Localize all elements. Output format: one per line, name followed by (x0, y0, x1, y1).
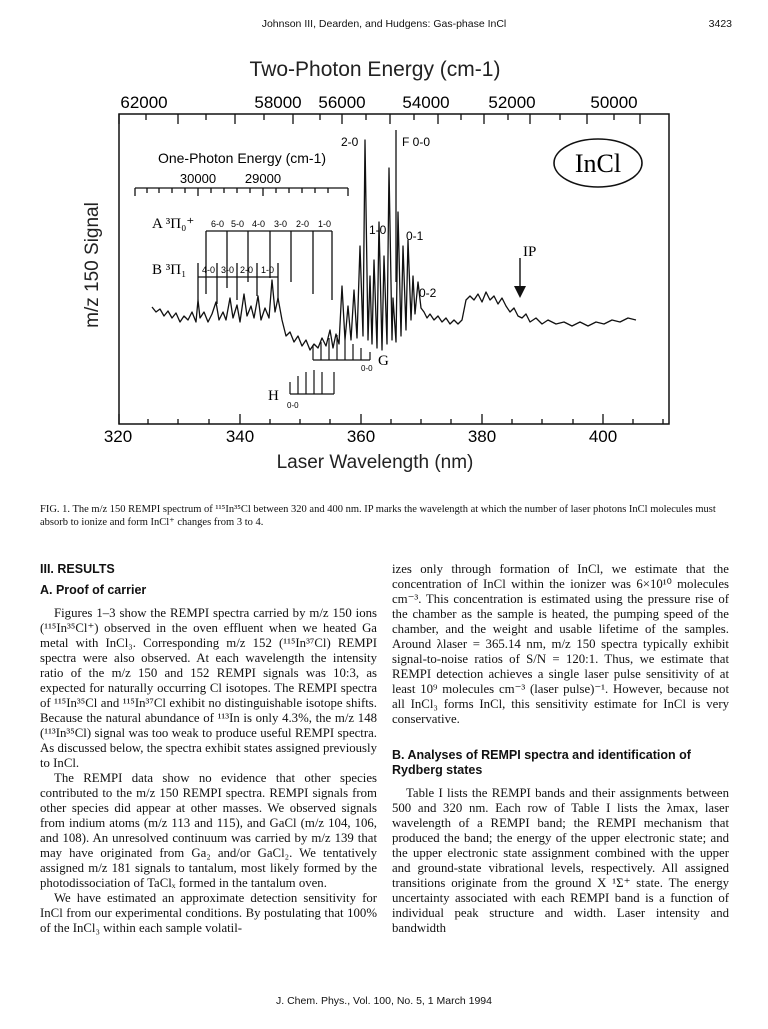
top-axis-title: Two-Photon Energy (cm-1) (249, 58, 501, 81)
y-axis-label: m/z 150 Signal (82, 202, 103, 328)
top-tick-label: 56000 (318, 93, 366, 112)
right-column (392, 562, 729, 936)
subsection-title-b: B. Analyses of REMPI spectra and identification of Rydberg states (392, 748, 691, 777)
b-band-label: 2-0 (240, 265, 254, 275)
a-state-label: A ³Π₀⁺ (152, 216, 195, 232)
g-label: G (378, 353, 389, 369)
inset-axis (135, 188, 348, 196)
ip-label: IP (523, 244, 537, 260)
b-band-label: 4-0 (202, 265, 216, 275)
running-title: Johnson III, Dearden, and Hudgens: Gas-phase InCl (261, 18, 507, 30)
species-label: InCl (574, 149, 622, 178)
b-band-label: 3-0 (221, 265, 235, 275)
top-tick-label: 52000 (488, 93, 536, 112)
a-band-labels (211, 219, 331, 229)
top-tick-label: 54000 (402, 93, 450, 112)
peak-label: 0-1 (406, 229, 424, 243)
top-tick-label: 50000 (590, 93, 638, 112)
ip-arrow-head (514, 286, 526, 298)
bottom-tick-label: 360 (346, 427, 376, 446)
paragraph: Figures 1–3 show the REMPI spectra carried by m/z 150 ions (¹¹⁵In³⁵Cl⁺) observed in the oven effluent when we heated Ga metal with InCl₃. Corresponding m/z 152 (¹¹⁵In³⁷Cl) REMPI spectra were also observed. At each wavelength the intensity ratio of the m/z 150 and 152 REMPI signals was 10:3, as expected for naturally occurring Cl isotopes. The REMPI spectra of ¹¹⁵In³⁵Cl and ¹¹⁵In³⁷Cl exhibit no distinguishable isotope shifts. Because the natural abundance of ¹¹³In is only 4.3%, the m/z 148 (¹¹³In³⁵Cl) signal was too weak to produce useful REMPI spectra. As discussed below, the spectra exhibit states assigned previously to InCl. (40, 606, 377, 770)
paragraph: The REMPI data show no evidence that other species contributed to the m/z 150 REMPI spectra. REMPI signals from other species did appear at other masses. We observed signals from indium atoms (m/z 113 and 115), and GaCl (m/z 104, 106, and 108). An unresolved continuum was carried by m/z 139 that may have originated from Ga₂ and/or GaCl₂. We tentatively assigned m/z 181 signals to tantalum, most likely formed by the photodissociation of TaClₓ formed in the tantalum oven. (40, 771, 377, 890)
subsection-title-a: A. Proof of carrier (40, 583, 147, 597)
rempi-spectrum-plot (80, 50, 680, 478)
left-column (40, 562, 377, 936)
h-origin-label: 0-0 (287, 401, 299, 410)
figure-caption: FIG. 1. The m/z 150 REMPI spectrum of ¹¹⁵In³⁵Cl between 320 and 400 nm. IP marks the wavelength at which the number of laser photons InCl molecules must absorb to ionize and form InCl⁺ changes from 3 to 4. (40, 504, 716, 528)
paragraph: We have estimated an approximate detection sensitivity for InCl from our experimental conditions. By postulating that 100% of the InCl₃ within each sample volatil- (40, 891, 377, 935)
b-band-label: 1-0 (261, 265, 275, 275)
peak-label: 2-0 (341, 135, 359, 149)
peak-label: 0-2 (419, 286, 437, 300)
running-header (0, 18, 768, 34)
b-state-label: B ³Π₁ (152, 262, 187, 278)
h-progression (290, 370, 334, 394)
bottom-tick-label: 340 (225, 427, 255, 446)
x-axis-title: Laser Wavelength (nm) (276, 452, 474, 473)
inset-tick-label: 29000 (244, 171, 282, 186)
bottom-axis-ticks (119, 414, 663, 424)
figure-1 (80, 50, 680, 478)
top-tick-label: 62000 (120, 93, 168, 112)
top-tick-label: 58000 (254, 93, 302, 112)
a-band-label: 6-0 (211, 219, 225, 229)
b-band-labels (202, 265, 274, 275)
bottom-tick-label: 400 (588, 427, 618, 446)
spectrum-trace (152, 140, 636, 350)
journal-footer: J. Chem. Phys., Vol. 100, No. 5, 1 March 1994 (276, 995, 492, 1007)
paragraph: Table I lists the REMPI bands and their assignments between 500 and 320 nm. Each row of Table I lists the λmax, laser wavelength of a REMPI band; the REMPI mechanism that produced the band; the energy of the upper electronic state; and the upper electronic state assignment combined with the upper and ground-state vibrational levels, respectively. All assigned transitions originate from the ground X ¹Σ⁺ state. The energy uncertainty associated with each REMPI band is a function of individual peak structure and width. Laser intensity and bandwidth (392, 786, 729, 935)
g-origin-label: 0-0 (361, 364, 373, 373)
inset-tick-label: 30000 (179, 171, 217, 186)
inset-axis-title: One-Photon Energy (cm-1) (157, 150, 327, 166)
peak-label: 1-0 (369, 223, 387, 237)
bottom-tick-label: 320 (103, 427, 133, 446)
a-band-label: 1-0 (318, 219, 332, 229)
h-label: H (268, 388, 279, 404)
a-band-label: 3-0 (274, 219, 288, 229)
peak-label: F 0-0 (402, 135, 431, 149)
page-number: 3423 (708, 18, 732, 30)
a-band-label: 5-0 (231, 219, 245, 229)
bottom-tick-label: 380 (467, 427, 497, 446)
top-axis-ticks (119, 114, 640, 124)
section-title: III. RESULTS (40, 562, 115, 576)
a-band-label: 2-0 (296, 219, 310, 229)
paragraph: izes only through formation of InCl, we estimate that the concentration of InCl within the ionizer was 6×10¹⁰ molecules cm⁻³. This concentration is estimated using the pressure rise of the chamber as the sample is heated, the pumping speed of the chamber, and the weight and usable lifetime of the samples. Around λlaser = 365.14 nm, m/z 150 spectra typically exhibit signal-to-noise ratios of S/N = 120:1. Thus, we estimate that REMPI detection achieves a single laser pulse sensitivity of at least 10⁹ molecules cm⁻³ (laser pulse)⁻¹. However, because not all InCl₃ forms InCl, this sensitivity estimate for InCl is very conservative. (392, 562, 729, 726)
a-band-label: 4-0 (252, 219, 266, 229)
